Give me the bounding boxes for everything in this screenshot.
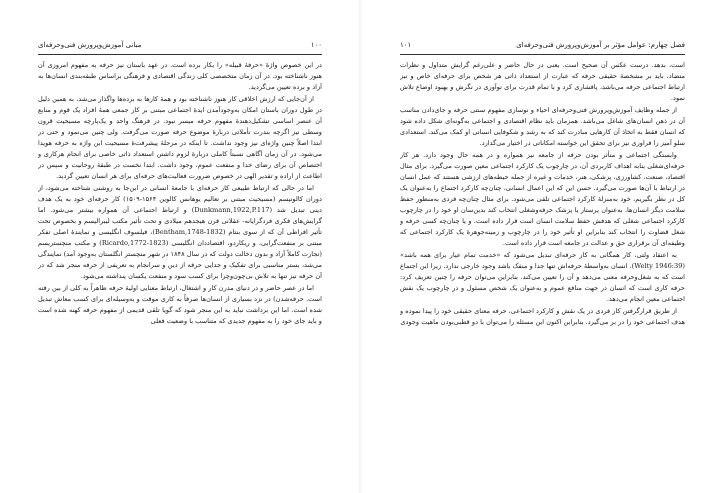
paragraph: از جمله وظایف آموزش‌وپرورش فنی‌وحرفه‌ای احیاء و نوسازی مفهوم سنتی حرفه و جای‌دادن مناسب آن در ذهن انسان‌های شاغل می‌باشد. همزمان باید نظام اقتصادی و اجتماعی به‌گونه‌ای شکل داده شود که انسان فقط به اتخاذ آن کارهایی مبادرت کند که به رشد و شکوفایی انسانی او کمک می‌کند. استعدادی سلو آمیز را فراوری نیز برای تحقق این خواسته امکاناتی در اختیار می‌گذارد. [400,106,685,147]
left-page-header [38,40,322,55]
paragraph: اما در حالی که ارتباط طبیعی کار حرفه‌ای با جامعهٔ انسانی در این‌جا به روشنی شناخته می‌شود، از دوران کالونیسم (مسیحیت مبتنی بر تعالیم یوهانس کالوین ۱۵۶۴-۱۵۰۹) کار حرفه‌ای خود به یک هدف دینی تبدیل شد (Dunkmann,1922,P.117) و ارتباط اجتماعی آن همواره بیشتر می‌شود. اما گرایش‌های فکری فردگرایانه- عقلانی قرن هیجدهم میلادی و تحت تأثیر مکتب لیبرالیسم و بخصوص تحت تأثیر افراطی آن که از سوی بنتام (Bentham,1748-1832)، فیلسوف انگلیسی و نمایندهٔ اصلی تفکر مبتنی بر منفعت‌گرایی، و ریکاردو، اقتصاددان انگلیسی (Ricardo,1772-1823) و مکتب منچستریسم (تجارت کاملاً آزاد و بدون دخالت دولت که در سال ۱۸۴۸ در شهر منچستر انگلستان به‌وجود آمد) نمایندگی می‌شد، بستر مناسبی برای تفکیک و جدایی حرفه از دین و سرانجام به تعریفی از حرفه منجر شد که در آن حرفه نیز تنها به تلاش بی‌چون‌وچرا برای کسب سود و منفعت یکسان پنداشته می‌شود. [38,184,322,280]
right-running-title: فصل چهارم: عوامل مؤثر بر آموزش‌وپرورش فنی‌وحرفه‌ای [516,41,685,49]
paragraph: به اعتقاد ولتی، کار همگانی به کار حرفه‌ای تبدیل می‌شود که «خدمت تمام عیار برای همه باشد» (Welty 1946:39). انسان به‌واسطهٔ حرفه‌اش تنها جدا و منفک باشد وجود خارجی ندارد. زیرا این اجتماع است که به شغل‌وحرفه معنی می‌دهد و آن را تعیین می‌کند. بنابراین می‌توان حرفه را چنین تعریف کرد: حرفه کاری است که انسان در جهت منافع عموم و به‌عنوان یک شخص مسئول و در چارچوب یک نقش اجتماعی معین انجام می‌دهد. [400,251,685,303]
right-page [362,0,723,493]
paragraph: در این خصوص واژهٔ «حرفهٔ قبیله» را بکار برده است. در عهد باستان نیز حرفه به مفهوم امروزی آن هنوز ناشناخته بود. در آن زمان متخصصی کلی زندگی اقتصادی و فرهنگی براساس طبقه‌بندی انسان‌ها به آزاد و برده تعیین می‌گردید. [38,61,322,91]
right-page-number: ۱۰۱ [400,41,412,49]
left-page-body [38,60,322,469]
paragraph: از آن‌جایی که ارزش اخلاقی کار هنوز ناشناخته بود و همهٔ کارها به برده‌ها واگذار می‌شد، به همین دلیل در طول دوران باستان امکان به‌وجودآمدن ایدهٔ اجتماعی مبتنی بر کار جمعی همهٔ افراد یک قوم و منابع آن عنصر اساسی تشکیل‌دهندهٔ مفهوم حرفه میسر نبود. در فرهنگ واحد و یک‌پارچه مسیحیت قرون وسطی نیز اگرچه بندرت تأملاتی دربارهٔ موضوع حرفه صورت می‌گرفت. ولی چنین می‌نمود و حتی در ابتدا اصلاً چنین واژه‌ای نیز وجود نداشت. تا اینکه در مرحلهٔ پیشرفت‌هٔ مسیحیت این واژه به حرفه هویدا می‌شود. در آن زمان آگاهی نسبتاً کاملی دربارهٔ لزوم داشتن استعداد ذاتی خاصی برای انجام هرکاری و اختصاص آن برای رضای خدا و منفعت عموم، وجود داشت. ابتدا نخست در طبقهٔ روحانیت و سپس در اطاعت از اراده و تقدیر الهی در خصوص ضرورت فعالیت‌های حرفه‌ای برای هر انسان تعیین گردید. [38,95,322,180]
paragraph: از طریق قرارگرفتن کار فردی در یک نقش و کارکرد اجتماعی، حرفه معنای حقیقی خود را پیدا نموده و هدف اجتماعی خود را در بر می‌گیرد. بنابراین اکنون این مسئله را می‌توان با دو قطبی‌بودن ماهیت وجودی [400,307,685,326]
right-page-header [400,40,685,55]
right-page-body [400,60,685,469]
paragraph: اما در عصر حاضر و در دنیای مدرن کار و اشتغال، ارتباط معنایی اولیهٔ حرفه ظاهراً به کلی از بین رفته است. حرفه‌شدن) در نزد بسیاری از انسان‌ها صرفاً به کاری موقت و به‌وسیله‌ای برای کسب معاش تبدیل شده است. اما این برداشت نباید به این منجر شود که گویا تلقی قدیمی از مفهوم حرفه کهنه شده است و باید جای خود را به مفهوم جدیدی که متناسب با وضعیت فعلی [38,284,322,325]
left-page-number: ۱۰۰ [310,41,322,49]
paragraph: است، بدهد. درست عکس آن صحیح است. یعنی در حال حاضر و علی‌رغم گرایش متداول و نظرات متضاد، باید بر مشخصهٔ حقیقی حرفه که عبارت از استعداد ذاتی هر شخص برای حرفه‌ای خاص و نیز ارتباط اجتماعی حرفه می‌باشد، پافشاری کرد و با تمام قدرت برای نوآوری در نگرش و بهبود اوضاع تلاش نمود. [400,61,685,102]
left-page [0,0,361,493]
paragraph: وابستگی اجتماعی و متأثر بودن حرفه از جامعه نیز همواره و در همه حال وجود دارد. هر کار حرفه‌ای‌شغلی بنابه اهداف کاربردی آن، در چارچوب یک کارکرد اجتماعی معین صورت می‌گیرد. برای مثال اقتصاد، صنعت، کشاورزی، پزشکی، هنر، خدمات و غیره از جمله حیطه‌های ارزشی هستند که عمل انسان در ارتباط با آن‌ها صورت می‌گیرد. حسن این که این اعمال انسانی، چنان‌چه کارکرد اجتماع را به‌عنوان یک کل در نظر بگیریم، خود به‌منزلهٔ کارکرد اجتماعی تلقی می‌شود. برای مثال چنان‌چه فردی به‌منظور حفظ سلامت دیگر انسان‌ها، به‌عنوان پرستار یا پزشک حرفه‌وشغلی انتخاب کند بدین‌سان او خود را در چارچوب کارکرد اجتماعی شغلی که هدفش حفظ سلامت انسان است قرار داده است. و یا چنان‌چه کسی حرفه و شغل قضاوت را انتخاب کند بنابراین او تأثیر خود را در چارچوب و زمینه‌جوهرهٔ یک کارکرد اجتماعی که وظیفه‌ای آن برقراری حق و عدالت در جامعه است قرار داده است. [400,151,685,247]
left-running-title: مبانی آموزش‌وپرورش فنی‌وحرفه‌ای [38,41,142,49]
